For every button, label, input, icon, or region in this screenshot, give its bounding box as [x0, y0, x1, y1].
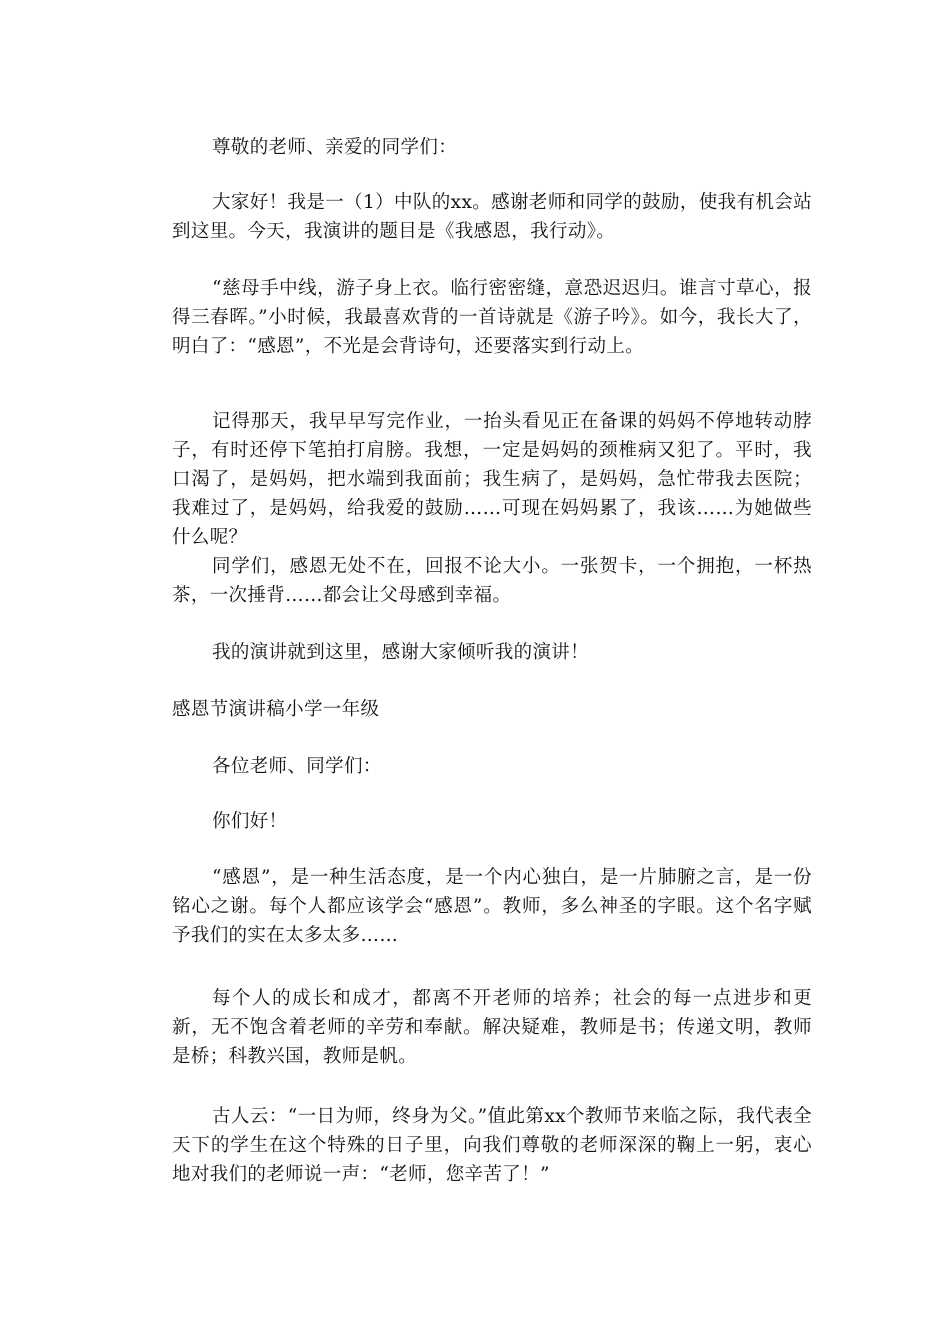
- section-title: 感恩节演讲稿小学一年级: [172, 699, 380, 720]
- paragraph-ancients: 古人云：“一日为师，终身为父。”值此第xx个教师节来临之际，我代表全天下的学生在这个特殊的日子里，向我们尊敬的老师深深的鞠上一躬，衷心地对我们的老师说一声：“老师，您辛苦了！”: [172, 1106, 812, 1185]
- paragraph-intro: 大家好！我是一（1）中队的xx。感谢老师和同学的鼓励，使我有机会站到这里。今天，我演讲的题目是《我感恩，我行动》。: [172, 192, 812, 242]
- paragraph-attitude: “感恩”，是一种生活态度，是一个内心独白，是一片肺腑之言，是一份铭心之谢。每个人都应该学会“感恩”。教师，多么神圣的字眼。这个名字赋予我们的实在太多太多……: [172, 867, 812, 946]
- paragraph-poem: “慈母手中线，游子身上衣。临行密密缝，意恐迟迟归。谁言寸草心，报得三春晖。”小时候，我最喜欢背的一首诗就是《游子吟》。如今，我长大了，明白了：“感恩”，不光是会背诗句，还要落实到行动上。: [172, 278, 812, 357]
- paragraph-teachers: 每个人的成长和成才，都离不开老师的培养；社会的每一点进步和更新，无不饱含着老师的辛劳和奉献。解决疑难，教师是书；传递文明，教师是桥；科教兴国，教师是帆。: [172, 988, 812, 1067]
- greeting: 你们好！: [212, 811, 288, 832]
- paragraph-gratitude: 同学们，感恩无处不在，回报不论大小。一张贺卡，一个拥抱，一杯热茶，一次捶背……都会让父母感到幸福。: [172, 556, 812, 606]
- paragraph-closing: 我的演讲就到这里，感谢大家倾听我的演讲！: [212, 642, 590, 663]
- paragraph-memory: 记得那天，我早早写完作业，一抬头看见正在备课的妈妈不停地转动脖子，有时还停下笔拍打肩膀。我想，一定是妈妈的颈椎病又犯了。平时，我口渴了，是妈妈，把水端到我面前；我生病了，是妈妈，急忙带我去医院；我难过了，是妈妈，给我爱的鼓励……可现在妈妈累了，我该……为她做些什么呢？: [172, 411, 812, 548]
- salutation: 尊敬的老师、亲爱的同学们：: [212, 137, 458, 158]
- salutation-2: 各位老师、同学们：: [212, 756, 382, 777]
